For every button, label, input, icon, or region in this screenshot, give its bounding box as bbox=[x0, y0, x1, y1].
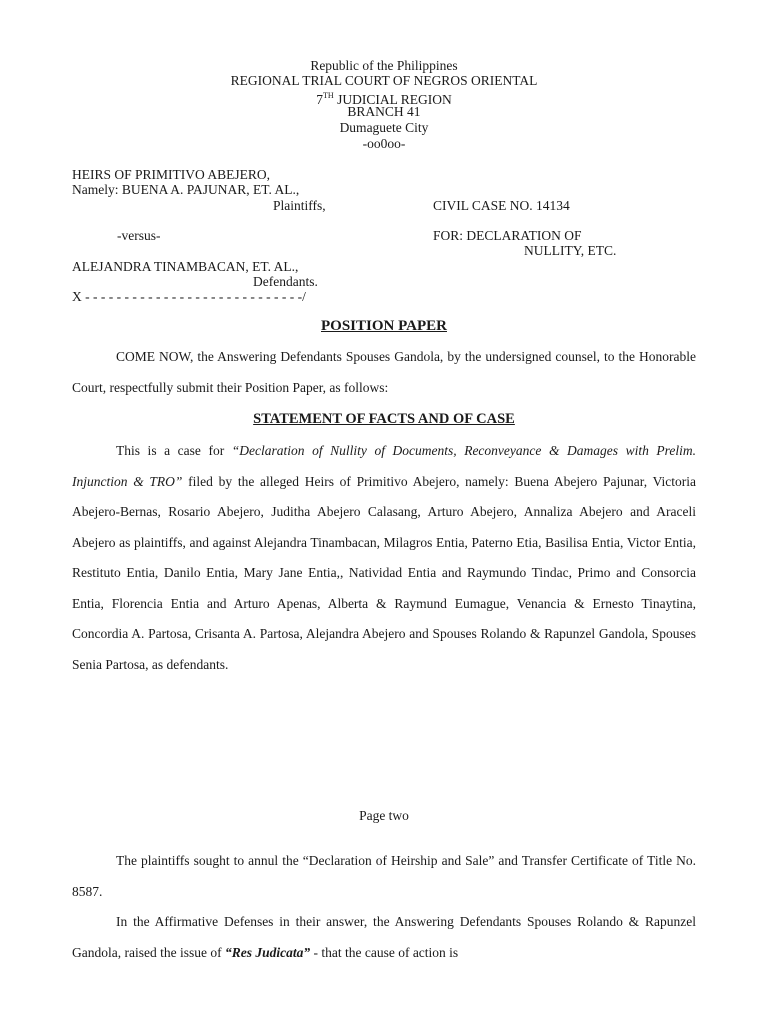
defenses-text-before: In the Affirmative Defenses in their answer, the Answering Defendants Spouses Rolando & Rapunzel Gandola, raised the issue of bbox=[72, 914, 696, 960]
annulment-text: The plaintiffs sought to annul the “Declaration of Heirship and Sale” and Transfer Certificate of Title No. 8587. bbox=[72, 853, 696, 899]
intro-paragraph bbox=[72, 342, 696, 403]
republic-line: Republic of the Philippines bbox=[310, 58, 458, 73]
section-heading: STATEMENT OF FACTS AND OF CASE bbox=[253, 411, 515, 427]
facts-text-before: This is a case for bbox=[116, 443, 232, 458]
page-label: Page two bbox=[359, 808, 409, 823]
annulment-paragraph bbox=[72, 846, 696, 907]
plaintiff-line-1: HEIRS OF PRIMITIVO ABEJERO, bbox=[72, 167, 271, 182]
facts-text-after: filed by the alleged Heirs of Primitivo Abejero, namely: Buena Abejero Pajunar, Victoria Abejero-Bernas, Rosario Abejero, Juditha Abejero Calasang, Arturo Abejero, Annaliza Abejero and Araceli Abejero as plaintiffs, and against Alejandra Tinambacan, Milagros Entia, Paterno Etia, Basilisa Entia, Victor Entia, Restituto Entia, Danilo Entia, Mary Jane Entia,, Natividad Entia and Raymundo Tindac, Primo and Consorcia Entia, Florencia Entia and Arturo Apenas, Alberta & Raymund Eumague, Venancia & Ernesto Tinaytina, Concordia A. Partosa, Crisanta A. Partosa, Alejandra Abejero and Spouses Rolando & Rapunzel Gandola, Spouses Senia Partosa, as defendants. bbox=[72, 473, 696, 672]
case-nature-line-2: NULLITY, ETC. bbox=[524, 243, 617, 258]
case-title-italic: “Declaration of Nullity of Documents, Reconveyance & Damages with Prelim. Injunction & TRO” bbox=[72, 443, 697, 489]
versus-label: -versus- bbox=[117, 228, 161, 243]
intro-text: COME NOW, the Answering Defendants Spouses Gandola, by the undersigned counsel, to the Honorable Court, respectfully submit their Position Paper, as follows: bbox=[72, 349, 696, 395]
caption-rule: X - - - - - - - - - - - - - - - - - - - - - - - - - - - -/ bbox=[72, 289, 306, 304]
civil-case-number: CIVIL CASE NO. 14134 bbox=[433, 198, 570, 213]
document-title: POSITION PAPER bbox=[321, 318, 447, 334]
region-text: JUDICIAL REGION bbox=[333, 92, 452, 107]
plaintiff-role: Plaintiffs, bbox=[273, 198, 326, 213]
region-superscript: TH bbox=[323, 91, 334, 100]
defendant-role: Defendants. bbox=[253, 274, 318, 289]
defendant-line-1: ALEJANDRA TINAMBACAN, ET. AL., bbox=[72, 259, 299, 274]
branch-line: BRANCH 41 bbox=[347, 104, 421, 119]
plaintiff-line-2: Namely: BUENA A. PAJUNAR, ET. AL., bbox=[72, 182, 300, 197]
region-number: 7 bbox=[316, 92, 324, 107]
court-name: REGIONAL TRIAL COURT OF NEGROS ORIENTAL bbox=[230, 73, 538, 88]
res-judicata-emphasis: “Res Judicata” bbox=[224, 944, 311, 960]
defenses-text-after: - that the cause of action is bbox=[310, 944, 459, 960]
caption-separator: -oo0oo- bbox=[362, 136, 406, 151]
city-line: Dumaguete City bbox=[339, 120, 429, 135]
facts-paragraph bbox=[72, 436, 696, 680]
affirmative-defenses-paragraph bbox=[72, 907, 696, 968]
case-nature-line-1: FOR: DECLARATION OF bbox=[433, 228, 582, 243]
